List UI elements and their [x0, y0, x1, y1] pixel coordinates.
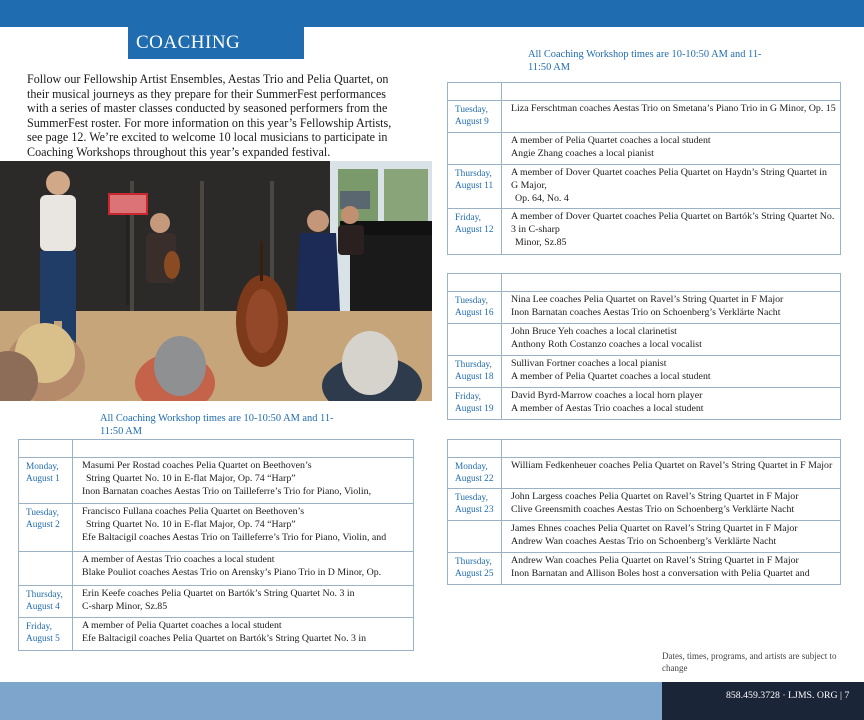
event-line: Nina Lee coaches Pelia Quartet on Ravel’s String Quartet in F Major: [511, 294, 784, 305]
table-row: [19, 586, 414, 618]
event-line: A member of Pelia Quartet coaches a local student: [511, 135, 711, 146]
table-row: [448, 101, 841, 133]
schedule-table-week4: [447, 439, 841, 585]
event-line: Masumi Per Rostad coaches Pelia Quartet on Beethoven’s: [82, 460, 312, 471]
event-line: Op. 64, No. 4: [515, 192, 569, 204]
table-row: [448, 209, 841, 255]
event-line: James Ehnes coaches Pelia Quartet on Ravel’s String Quartet in F Major: [511, 523, 798, 534]
day-label: Friday,: [455, 392, 481, 402]
table-row: [448, 356, 841, 388]
event-line: Clive Greensmith coaches Aestas Trio on Schoenberg’s Verklärte Nacht: [511, 503, 795, 515]
event-line: Francisco Fullana coaches Pelia Quartet on Beethoven’s: [82, 506, 305, 517]
event-line: Efe Baltacigil coaches Aestas Trio on Tailleferre’s Trio for Piano, Violin, and: [82, 531, 387, 543]
event-line: A member of Dover Quartet coaches Pelia Quartet on Haydn’s String Quartet in G Major,: [511, 167, 827, 191]
event-line: John Largess coaches Pelia Quartet on Ravel’s String Quartet in F Major: [511, 491, 799, 502]
day-label: Tuesday,: [455, 493, 488, 503]
day-label: Thursday,: [455, 169, 492, 179]
date-label: August 11: [455, 180, 494, 191]
intro-paragraph: Follow our Fellowship Artist Ensembles, Aestas Trio and Pelia Quartet, on their musical journeys as they prepare for their SummerFest performances with a series of master classes conducted by seasoned performers from the SummerFest roster. For more information on this year’s Fellowship Artists, see page 12. We’re excited to welcome 10 local musicians to participate in Coaching Workshops throughout this year’s expanded festival.: [27, 72, 392, 159]
disclaimer-note: Dates, times, programs, and artists are subject to change: [662, 651, 837, 673]
event-line: Sullivan Fortner coaches a local pianist: [511, 358, 667, 369]
date-label: August 2: [26, 519, 60, 530]
date-label: August 1: [26, 473, 60, 484]
schedule-table-week2: [447, 82, 841, 255]
table-row: [19, 618, 414, 651]
event-line: Inon Barnatan and Allison Boles host a conversation with Pelia Quartet and: [511, 567, 810, 579]
event-line: Inon Barnatan coaches Aestas Trio on Schoenberg’s Verklärte Nacht: [511, 306, 781, 318]
times-note-left: All Coaching Workshop times are 10-10:50 AM and 11-11:50 AM: [100, 413, 334, 437]
event-line: A member of Aestas Trio coaches a local student: [511, 402, 704, 414]
table-row: [19, 552, 414, 586]
date-label: August 9: [455, 116, 489, 127]
date-label: August 22: [455, 473, 494, 484]
section-title: COACHING: [128, 27, 304, 59]
date-label: August 16: [455, 307, 494, 318]
table-row: [448, 521, 841, 553]
event-line: Minor, Sz.85: [515, 236, 567, 248]
date-label: August 5: [26, 633, 60, 644]
event-line: Andrew Wan coaches Aestas Trio on Schoenberg’s Verklärte Nacht: [511, 535, 777, 547]
table-row: [448, 292, 841, 324]
date-label: August 19: [455, 403, 494, 414]
event-line: C-sharp Minor, Sz.85: [82, 600, 168, 612]
footer-contact: [662, 682, 864, 720]
day-label: Thursday,: [26, 590, 63, 600]
footer-contact-text: 858.459.3728 · LJMS. ORG | 7: [726, 690, 850, 701]
coaching-photo: [0, 161, 432, 401]
day-label: Monday,: [26, 462, 59, 472]
event-line: Erin Keefe coaches Pelia Quartet on Bartók’s String Quartet No. 3 in: [82, 588, 355, 599]
event-line: Efe Baltacigil coaches Pelia Quartet on Bartók’s String Quartet No. 3 in: [82, 632, 367, 644]
table-row: [448, 553, 841, 585]
table-row: [19, 504, 414, 552]
event-line: String Quartet No. 10 in E-flat Major, Op. 74 “Harp”: [86, 518, 296, 530]
event-line: Blake Pouliot coaches Aestas Trio on Arensky’s Piano Trio in D Minor, Op.: [82, 566, 382, 578]
event-line: Andrew Wan coaches Pelia Quartet on Ravel’s String Quartet in F Major: [511, 555, 799, 566]
date-label: August 18: [455, 371, 494, 382]
top-color-band: [0, 0, 864, 27]
table-row: [448, 324, 841, 356]
table-row: [448, 458, 841, 489]
event-line: A member of Pelia Quartet coaches a local student: [82, 620, 282, 631]
footer-band: [0, 682, 662, 720]
day-label: Friday,: [455, 213, 481, 223]
event-line: A member of Dover Quartet coaches Pelia Quartet on Bartók’s String Quartet No. 3 in C-sharp: [511, 211, 835, 235]
day-label: Tuesday,: [455, 296, 488, 306]
date-label: August 12: [455, 224, 494, 235]
day-label: Thursday,: [455, 360, 492, 370]
date-label: August 25: [455, 568, 494, 579]
event-line: William Fedkenheuer coaches Pelia Quartet on Ravel’s String Quartet in F Major: [511, 460, 833, 471]
day-label: Monday,: [455, 462, 488, 472]
event-line: Angie Zhang coaches a local pianist: [511, 147, 654, 159]
event-line: John Bruce Yeh coaches a local clarinetist: [511, 326, 677, 337]
date-label: August 23: [455, 504, 494, 515]
schedule-table-week3: [447, 273, 841, 420]
day-label: Friday,: [26, 622, 52, 632]
event-line: A member of Pelia Quartet coaches a local student: [511, 370, 711, 382]
event-line: Inon Barnatan coaches Aestas Trio on Tailleferre’s Trio for Piano, Violin,: [82, 485, 372, 497]
day-label: Tuesday,: [455, 105, 488, 115]
table-row: [448, 133, 841, 165]
schedule-table-week1: [18, 439, 414, 651]
date-label: August 4: [26, 601, 60, 612]
times-note-right: All Coaching Workshop times are 10-10:50 AM and 11-11:50 AM: [528, 49, 762, 73]
event-line: String Quartet No. 10 in E-flat Major, Op. 74 “Harp”: [86, 472, 296, 484]
table-row: [19, 458, 414, 504]
table-row: [448, 489, 841, 521]
day-label: Thursday,: [455, 557, 492, 567]
event-line: Liza Ferschtman coaches Aestas Trio on Smetana’s Piano Trio in G Minor, Op. 15: [511, 103, 836, 114]
event-line: Anthony Roth Costanzo coaches a local vocalist: [511, 338, 702, 350]
event-line: David Byrd-Marrow coaches a local horn player: [511, 390, 703, 401]
table-row: [448, 165, 841, 209]
day-label: Tuesday,: [26, 508, 59, 518]
event-line: A member of Aestas Trio coaches a local student: [82, 554, 275, 565]
table-row: [448, 388, 841, 420]
